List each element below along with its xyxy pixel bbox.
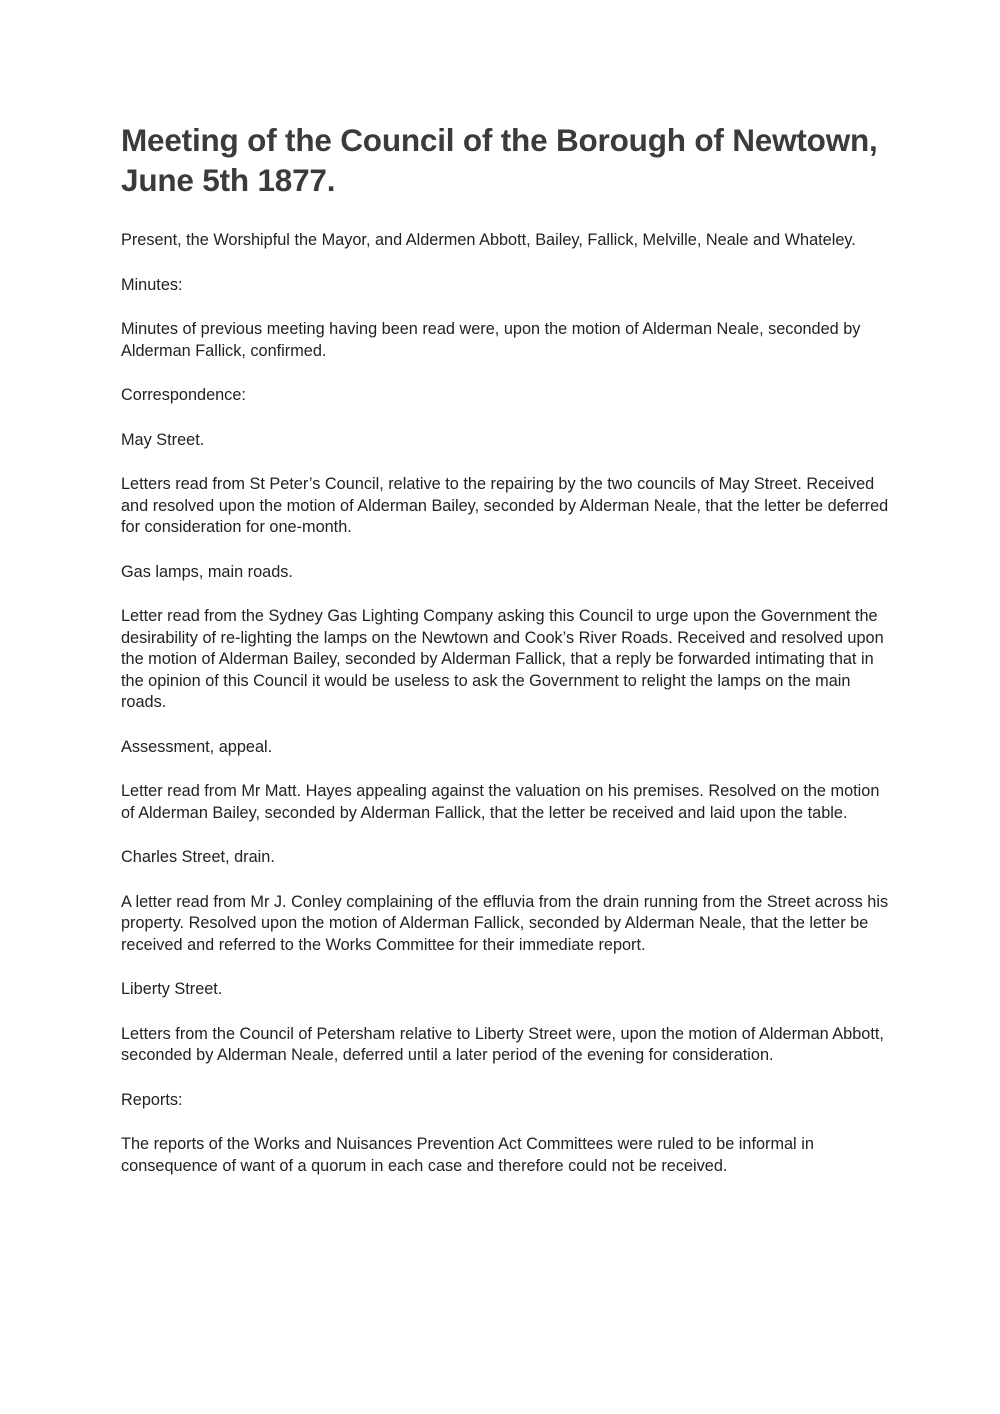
subheading-liberty-street: Liberty Street. bbox=[121, 980, 223, 998]
document-title: Meeting of the Council of the Borough of Newtown, June 5th 1877. bbox=[121, 122, 878, 198]
may-street-paragraph: Letters read from St Peter’s Council, relative to the repairing by the two councils of May Street. Received and resolved upon the motion of Alderman Bailey, seconded by Alderman Neale, that the letter be deferred for consideration for one-month. bbox=[121, 475, 889, 536]
minutes-paragraph: Minutes of previous meeting having been read were, upon the motion of Alderman Neale, seconded by Alderman Fallick, confirmed. bbox=[121, 320, 861, 360]
liberty-street-paragraph: Letters from the Council of Petersham relative to Liberty Street were, upon the motion of Alderman Abbott, seconded by Alderman Neale, deferred until a later period of the evening for consideration. bbox=[121, 1024, 884, 1064]
subheading-gas-lamps: Gas lamps, main roads. bbox=[121, 562, 293, 581]
section-heading-minutes: Minutes: bbox=[121, 275, 183, 294]
subheading-may-street: May Street. bbox=[121, 430, 205, 449]
document-page bbox=[121, 120, 891, 1200]
attendance-paragraph: Present, the Worshipful the Mayor, and Aldermen Abbott, Bailey, Fallick, Melville, Neale and Whateley. bbox=[121, 231, 856, 249]
gas-lamps-paragraph: Letter read from the Sydney Gas Lighting Company asking this Council to urge upon the Government the desirability of re-lighting the lamps on the Newtown and Cook’s River Roads. Received and resolved upon the motion of Alderman Bailey, seconded by Alderman Fallick, that a reply be forwarded intimating that in the opinion of this Council it would be useless to ask the Government to relight the lamps on the main roads. bbox=[121, 607, 884, 711]
subheading-assessment-appeal: Assessment, appeal. bbox=[121, 737, 273, 756]
assessment-appeal-paragraph: Letter read from Mr Matt. Hayes appealing against the valuation on his premises. Resolved on the motion of Alderman Bailey, seconded by Alderman Fallick, that the letter be received and laid upon the table. bbox=[121, 782, 880, 822]
charles-street-drain-paragraph: A letter read from Mr J. Conley complaining of the effluvia from the drain running from the Street across his property. Resolved upon the motion of Alderman Fallick, seconded by Alderman Neale, that the letter be received and referred to the Works Committee for their immediate report. bbox=[121, 892, 889, 954]
section-heading-reports: Reports: bbox=[121, 1090, 183, 1109]
subheading-charles-street-drain: Charles Street, drain. bbox=[121, 848, 275, 866]
section-heading-correspondence: Correspondence: bbox=[121, 386, 246, 404]
reports-paragraph: The reports of the Works and Nuisances Prevention Act Committees were ruled to be informal in consequence of want of a quorum in each case and therefore could not be received. bbox=[121, 1135, 814, 1175]
